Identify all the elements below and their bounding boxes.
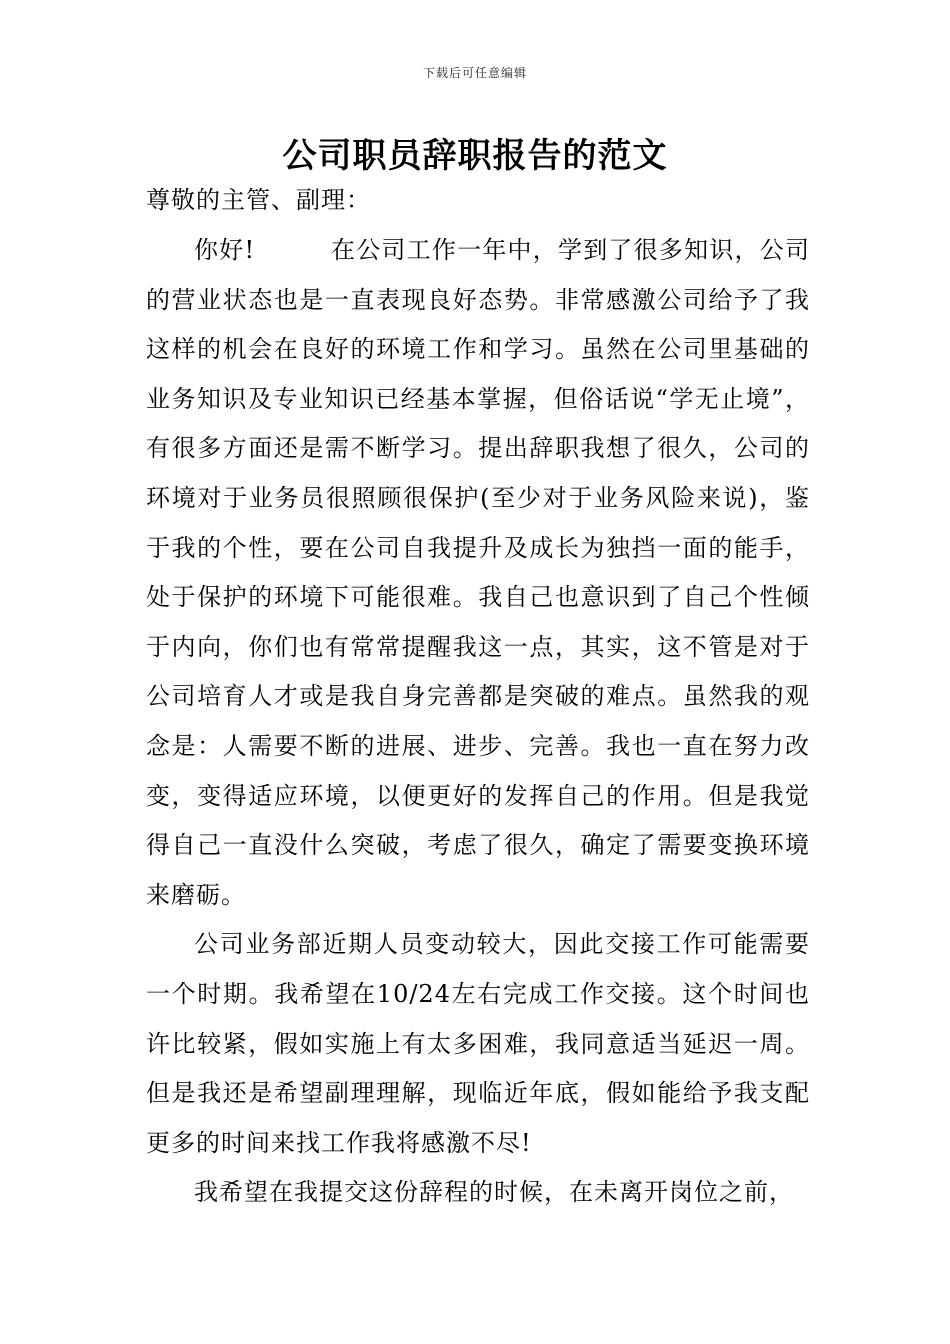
salutation: 尊敬的主管、副理： (146, 186, 371, 214)
document-title: 公司职员辞职报告的范文 (282, 136, 668, 176)
document-body (146, 226, 810, 1218)
page-header-note: 下载后可任意编辑 (422, 66, 527, 80)
paragraph-3: 我希望在我提交这份辞程的时候，在未离开岗位之前， (194, 1178, 794, 1207)
paragraph-2: 公司业务部近期人员变动较大，因此交接工作可能需要一个时期。我希望在10/24左右完成工作交接。这个时间也许比较紧，假如实施上有太多困难，我同意适当延迟一周。但是我还是希望副理理解，现临近年底，假如能给予我支配更多的时间来找工作我将感激不尽! (146, 930, 810, 1157)
paragraph-1: 你好! 在公司工作一年中，学到了很多知识，公司的营业状态也是一直表现良好态势。非常感激公司给予了我这样的机会在良好的环境工作和学习。虽然在公司里基础的业务知识及专业知识已经基本掌握，但俗话说“学无止境”，有很多方面还是需不断学习。提出辞职我想了很久，公司的环境对于业务员很照顾很保护(至少对于业务风险来说)，鉴于我的个性，要在公司自我提升及成长为独挡一面的能手，处于保护的环境下可能很难。我自己也意识到了自己个性倾于内向，你们也有常常提醒我这一点，其实，这不管是对于公司培育人才或是我自身完善都是突破的难点。虽然我的观念是：人需要不断的进展、进步、完善。我也一直在努力改变，变得适应环境，以便更好的发挥自己的作用。但是我觉得自己一直没什么突破，考虑了很久，确定了需要变换环境来磨砺。 (146, 236, 810, 909)
